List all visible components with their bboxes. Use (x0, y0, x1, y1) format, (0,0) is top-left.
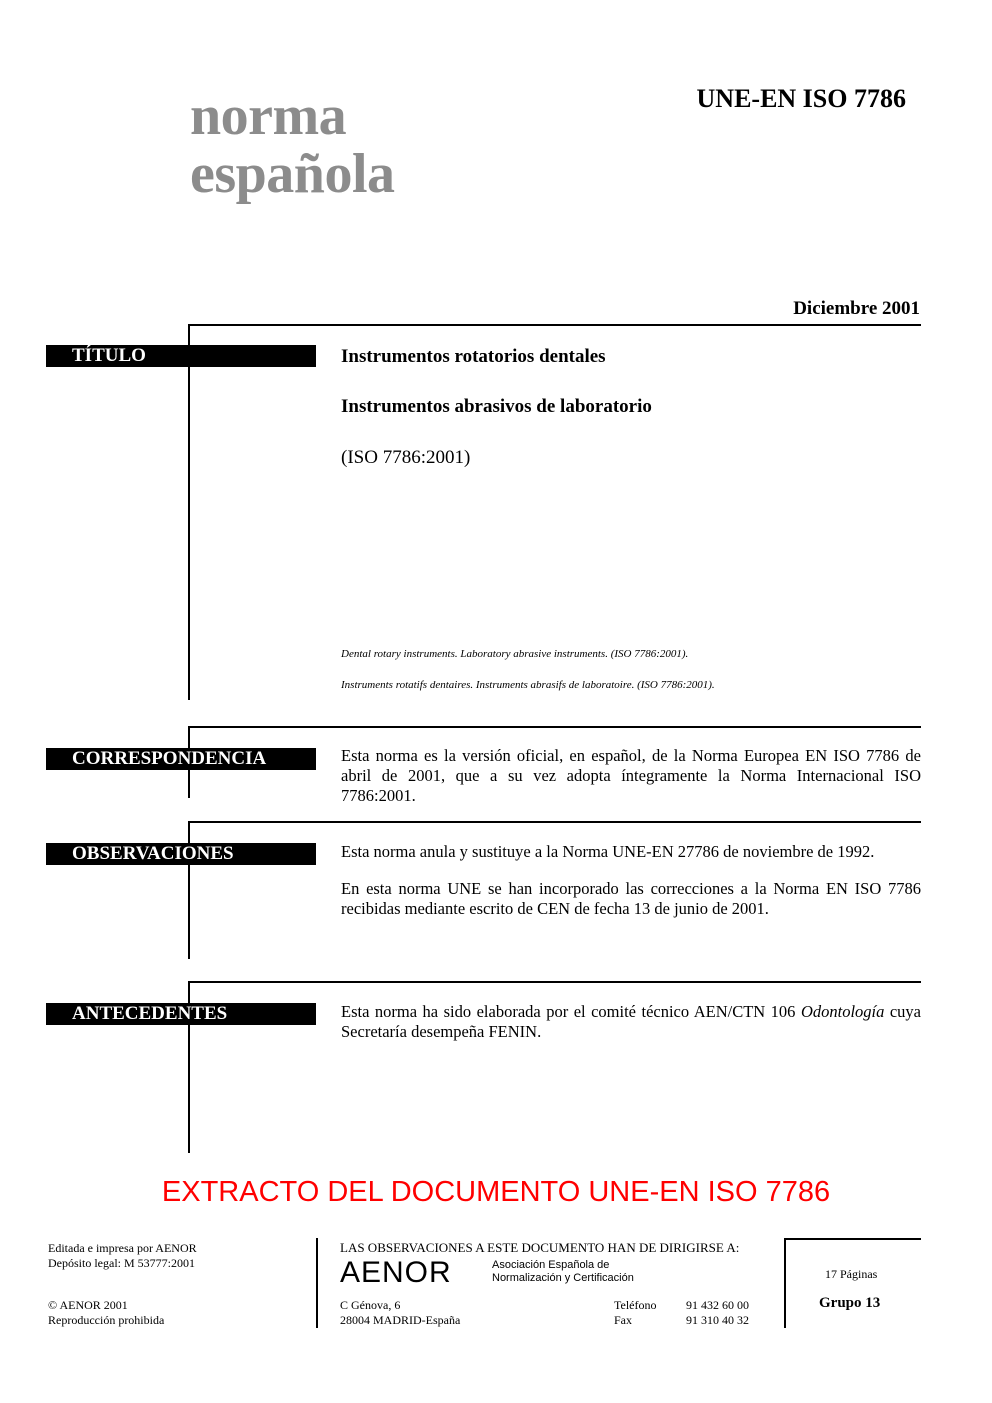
address-line-1: C Génova, 6 (340, 1298, 401, 1312)
observaciones-text-2: En esta norma UNE se han incorporado las correcciones a la Norma EN ISO 7786 recibidas mediante escrito de CEN de fecha 13 de junio de 2001. (341, 879, 921, 918)
pages-box-side (784, 1238, 786, 1328)
association-line-1: Asociación Española de (492, 1259, 610, 1271)
title-line-1: Instrumentos rotatorios dentales (341, 346, 606, 367)
section-divider (188, 981, 921, 983)
label-antecedentes: ANTECEDENTES (46, 1003, 316, 1025)
observations-notice: LAS OBSERVACIONES A ESTE DOCUMENTO HAN DE DIRIGIRSE A: (340, 1240, 740, 1255)
iso-reference: (ISO 7786:2001) (341, 447, 471, 468)
page-count: 17 Páginas (825, 1267, 878, 1281)
label-correspondencia: CORRESPONDENCIA (46, 748, 316, 770)
association-line-2: Normalización y Certificación (492, 1272, 634, 1284)
brand-line-2: española (190, 143, 395, 205)
reproduction-notice: Reproducción prohibida (48, 1313, 165, 1327)
fax-value: 91 310 40 32 (686, 1313, 749, 1327)
price-group: Grupo 13 (819, 1295, 881, 1311)
extract-watermark: EXTRACTO DEL DOCUMENTO UNE-EN ISO 7786 (161, 1176, 831, 1208)
section-divider (188, 726, 921, 728)
aenor-logo: AENOR (340, 1256, 452, 1289)
label-observaciones: OBSERVACIONES (46, 843, 316, 865)
section-rule (188, 324, 190, 700)
publication-date: Diciembre 2001 (793, 298, 920, 319)
committee-name: Odontología (800, 1002, 885, 1021)
edited-by: Editada e impresa por AENOR (48, 1241, 197, 1255)
title-line-2: Instrumentos abrasivos de laboratorio (341, 396, 652, 417)
label-titulo: TÍTULO (46, 345, 316, 367)
brand-line-1: norma (190, 85, 347, 147)
observaciones-text-1: Esta norma anula y sustituye a la Norma UNE-EN 27786 de noviembre de 1992. (341, 842, 875, 861)
english-title: Dental rotary instruments. Laboratory abrasive instruments. (ISO 7786:2001). (341, 648, 689, 660)
antecedentes-text-end: cuya Secretaría desempeña FENIN. (341, 1002, 921, 1041)
legal-deposit: Depósito legal: M 53777:2001 (48, 1256, 195, 1270)
section-rule (188, 821, 190, 959)
footer-divider (316, 1238, 318, 1328)
pages-box-top (784, 1238, 921, 1240)
section-divider (188, 821, 921, 823)
french-title: Instruments rotatifs dentaires. Instruments abrasifs de laboratoire. (ISO 7786:2001). (341, 679, 715, 691)
fax-label: Fax (614, 1313, 632, 1327)
section-divider (188, 324, 921, 326)
standard-code: UNE-EN ISO 7786 (696, 84, 906, 113)
address-line-2: 28004 MADRID-España (340, 1313, 461, 1327)
copyright: © AENOR 2001 (48, 1298, 128, 1312)
phone-value: 91 432 60 00 (686, 1298, 749, 1312)
antecedentes-text (341, 1002, 921, 1042)
correspondencia-text: Esta norma es la versión oficial, en español, de la Norma Europea EN ISO 7786 de abril de 2001, que a su vez adopta íntegramente la Norma Internacional ISO 7786:2001. (341, 746, 921, 805)
antecedentes-text-start: Esta norma ha sido elaborada por el comité técnico AEN/CTN 106 (341, 1002, 801, 1021)
phone-label: Teléfono (614, 1298, 657, 1312)
